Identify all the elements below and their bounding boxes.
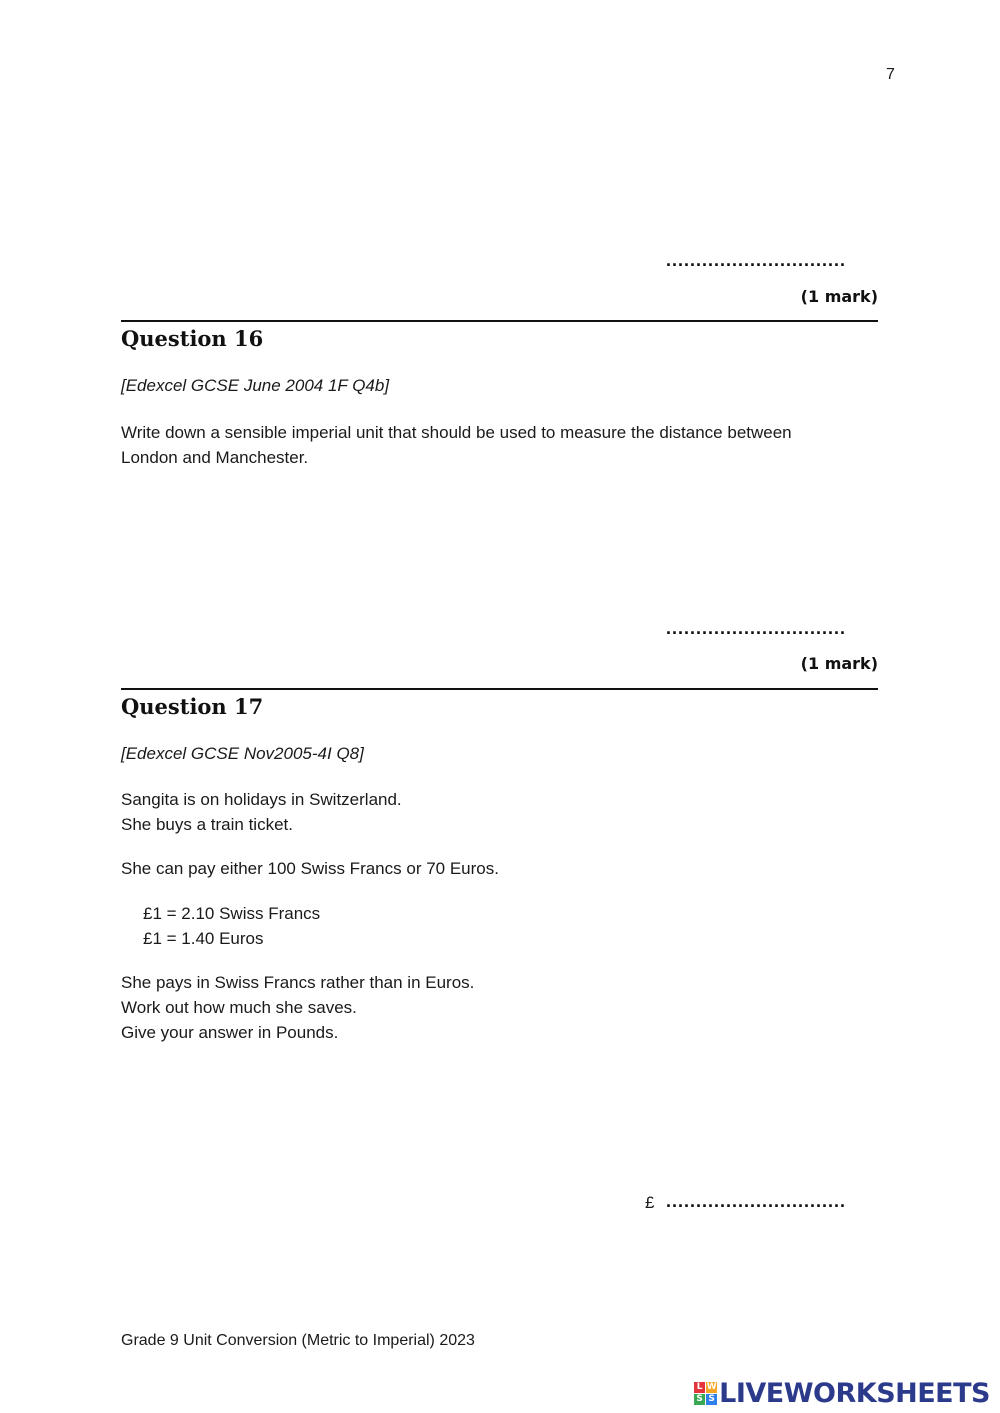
question-17-text-line: She pays in Swiss Francs rather than in Euros. — [121, 973, 475, 992]
question-17-answer-line[interactable]: .............................. — [666, 1191, 847, 1211]
question-17-text-line: She buys a train ticket. — [121, 815, 293, 834]
question-16-text-line: Write down a sensible imperial unit that should be used to measure the distance between — [121, 423, 792, 442]
page-number: 7 — [886, 66, 895, 83]
currency-symbol: £ — [645, 1193, 655, 1212]
question-17-task — [121, 970, 474, 1045]
previous-mark-label: (1 mark) — [800, 287, 878, 306]
question-17-text-line: Work out how much she saves. — [121, 998, 357, 1017]
section-divider — [121, 320, 878, 322]
logo-letter: L — [694, 1382, 705, 1393]
question-17-source: [Edexcel GCSE Nov2005-4I Q8] — [121, 744, 364, 763]
logo-mark-icon — [694, 1382, 717, 1405]
exchange-rate-line: £1 = 2.10 Swiss Francs — [143, 904, 321, 923]
question-16-title: Question 16 — [121, 326, 264, 351]
previous-answer-line[interactable]: .............................. — [666, 250, 847, 270]
logo-letter: S — [706, 1394, 717, 1405]
question-17-title: Question 17 — [121, 694, 264, 719]
exchange-rates — [143, 901, 320, 951]
question-17-text-line: Give your answer in Pounds. — [121, 1023, 339, 1042]
question-16-source: [Edexcel GCSE June 2004 1F Q4b] — [121, 376, 390, 395]
question-17-intro — [121, 787, 402, 837]
question-16-mark-label: (1 mark) — [800, 654, 878, 673]
question-16-text-line: London and Manchester. — [121, 448, 309, 467]
question-17-text-line: Sangita is on holidays in Switzerland. — [121, 790, 402, 809]
footer-text: Grade 9 Unit Conversion (Metric to Imperial) 2023 — [121, 1332, 475, 1349]
exchange-rate-line: £1 = 1.40 Euros — [143, 929, 264, 948]
question-16-answer-line[interactable]: .............................. — [666, 618, 847, 638]
logo-letter: W — [706, 1382, 717, 1392]
question-17-choice: She can pay either 100 Swiss Francs or 70 Euros. — [121, 859, 499, 878]
liveworksheets-logo[interactable] — [694, 1378, 990, 1409]
logo-letter: S — [694, 1394, 705, 1405]
question-16-text — [121, 420, 792, 470]
logo-text: LIVEWORKSHEETS — [719, 1378, 990, 1409]
section-divider — [121, 688, 878, 690]
